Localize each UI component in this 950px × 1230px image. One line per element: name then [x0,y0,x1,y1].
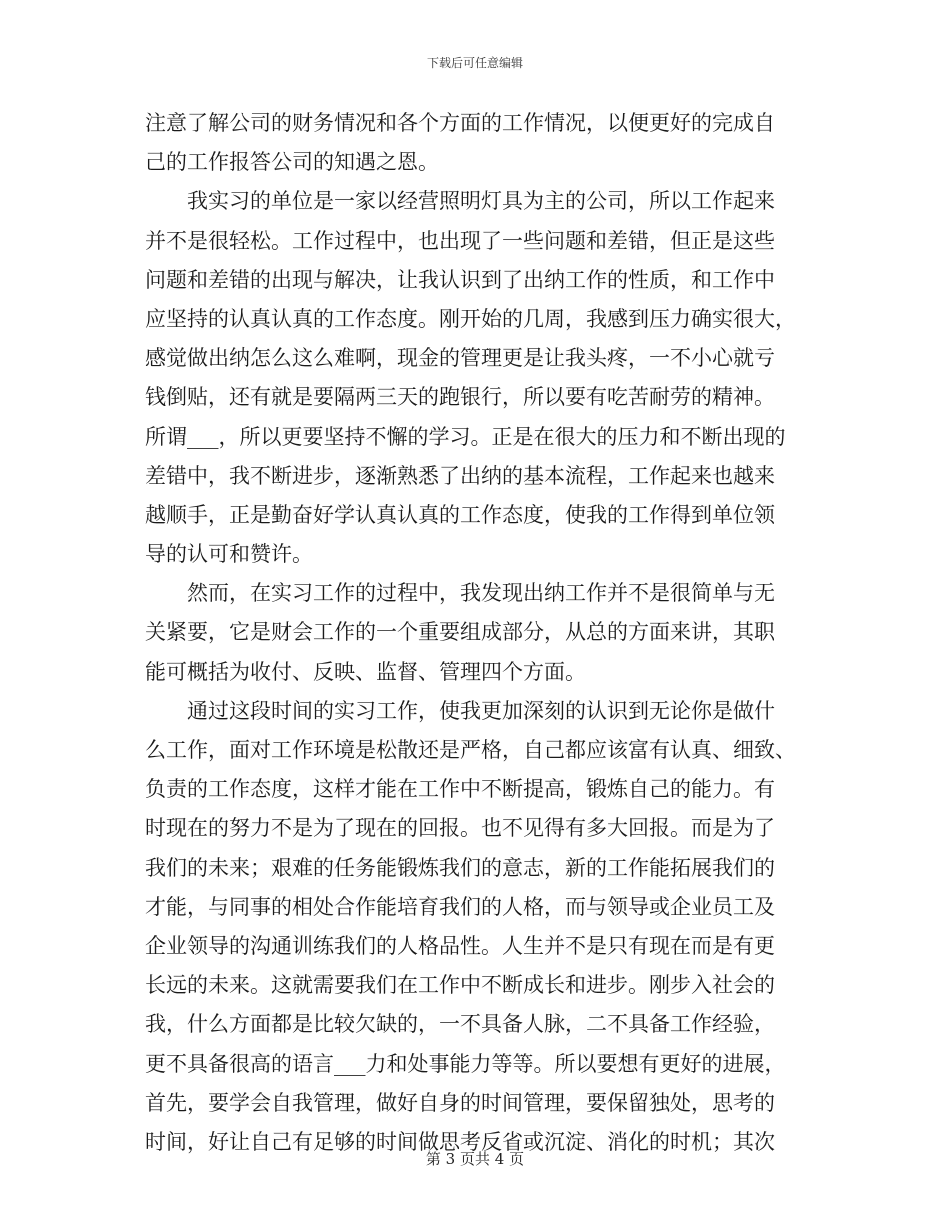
text-line: 我实习的单位是一家以经营照明灯具为主的公司，所以工作起来 [187,189,775,214]
text-line: 么工作，面对工作环境是松散还是严格，自己都应该富有认真、细致、 [145,738,796,762]
text-line: 所谓___，所以更要坚持不懈的学习。正是在很大的压力和不断出现的 [145,424,786,449]
text-line: 感觉做出纳怎么这么难啊，现金的管理更是让我头疼，一不小心就亏 [145,346,775,371]
text-line: 更不具备很高的语言___力和处事能力等等。所以要想有更好的进展， [145,1051,786,1076]
text-line: 注意了解公司的财务情况和各个方面的工作情况，以便更好的完成自 [145,111,775,135]
text-line: 通过这段时间的实习工作，使我更加深刻的认识到无论你是做什 [187,698,775,723]
text-line: 然而，在实习工作的过程中，我发现出纳工作并不是很简单与无 [187,581,775,606]
page-number-footer: 第 3 页共 4 页 [425,1150,525,1168]
document-body [145,104,805,1162]
text-line: 并不是很轻松。工作过程中，也出现了一些问题和差错，但正是这些 [145,228,775,253]
text-line: 越顺手，正是勤奋好学认真认真的工作态度，使我的工作得到单位领 [145,502,775,527]
text-line: 才能，与同事的相处合作能培育我们的人格，而与领导或企业员工及 [145,894,775,919]
text-line: 时间，好让自己有足够的时间做思考反省或沉淀、消化的时机；其次 [145,1129,775,1154]
text-line: 首先，要学会自我管理，做好自身的时间管理，要保留独处，思考的 [145,1090,775,1115]
page-header: 下载后可任意编辑 [426,56,523,70]
text-line: 差错中，我不断进步，逐渐熟悉了出纳的基本流程，工作起来也越来 [145,463,775,488]
text-line: 问题和差错的出现与解决，让我认识到了出纳工作的性质，和工作中 [145,267,775,292]
text-line: 己的工作报答公司的知遇之恩。 [145,150,439,175]
text-line: 应坚持的认真认真的工作态度。刚开始的几周，我感到压力确实很大， [145,306,796,331]
text-line: 负责的工作态度，这样才能在工作中不断提高，锻炼自己的能力。有 [145,777,775,802]
text-line: 时现在的努力不是为了现在的回报。也不见得有多大回报。而是为了 [145,816,775,841]
text-line: 能可概括为收付、反映、监督、管理四个方面。 [145,659,586,684]
text-line: 我，什么方面都是比较欠缺的，一不具备人脉，二不具备工作经验， [145,1012,775,1037]
text-line: 关紧要，它是财会工作的一个重要组成部分，从总的方面来讲，其职 [145,620,775,645]
text-line: 导的认可和赞许。 [145,542,313,567]
text-line: 钱倒贴，还有就是要隔两三天的跑银行，所以要有吃苦耐劳的精神。 [145,385,775,410]
text-line: 长远的未来。这就需要我们在工作中不断成长和进步。刚步入社会的 [145,973,775,998]
text-line: 企业领导的沟通训练我们的人格品性。人生并不是只有现在而是有更 [145,933,775,958]
text-line: 我们的未来；艰难的任务能锻炼我们的意志，新的工作能拓展我们的 [145,855,775,880]
